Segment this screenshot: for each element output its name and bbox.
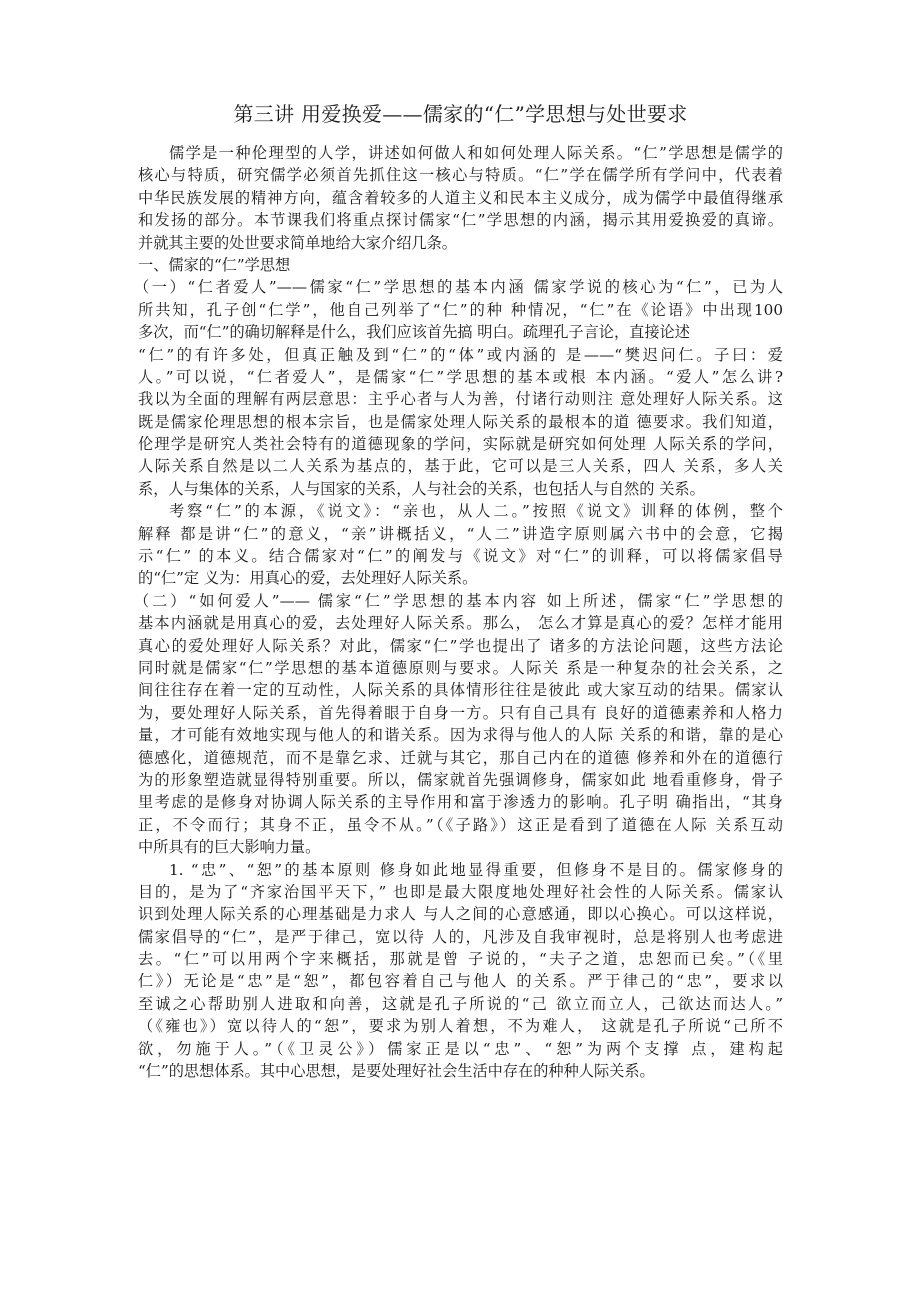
text-line: “仁”的有许多处，但真正触及到“仁”的“体”或内涵的 是——“樊迟问仁。子曰：爱 xyxy=(138,345,783,364)
text-line: 中所具有的巨大影响力量。 xyxy=(138,838,321,857)
text-line: 核心与特质，研究儒学必须首先抓住这一核心与特质。“仁”学在儒学所有学问中，代表着 xyxy=(138,166,783,185)
text-line: 人际关系自然是以二人关系为基点的，基于此，它可以是三人关系，四人 关系，多人关 xyxy=(138,457,783,476)
text-line: 的“仁”定 义为：用真心的爱，去处理好人际关系。 xyxy=(138,569,478,588)
text-line: 仁》）无论是“忠”是“恕”，都包容着自己与他人 的关系。严于律己的“忠”，要求以 xyxy=(138,972,783,991)
text-line: 欲，勿施于人。”（《卫灵公》）儒家正是以“忠”、“恕”为两个支撑 点，建构起 xyxy=(138,1039,783,1058)
text-line: 和发扬的部分。本节课我们将重点探讨儒家“仁”学思想的内涵，揭示其用爱换爱的真谛。 xyxy=(138,211,783,230)
subsection-heading: 1. “忠”、“恕”的基本原则 修身如此地显得重要，但修身不是目的。儒家修身的 xyxy=(169,860,783,879)
text-line: 考察“仁”的本源，《说文》：“亲也，从人二。”按照《说文》训释的体例，整个 xyxy=(169,502,783,521)
text-line: 为的形象塑造就显得特别重要。所以，儒家就首先强调修身，儒家如此 地看重修身，骨子 xyxy=(138,770,783,789)
text-line: 人。”可以说，“仁者爱人”，是儒家“仁”学思想的基本或根 本内涵。“爱人”怎么讲? xyxy=(138,367,783,386)
text-line: 儒家倡导的“仁”，是严于律己，宽以待 人的，凡涉及自我审视时，总是将别人也考虑进 xyxy=(138,927,783,946)
text-line: 同时就是儒家“仁”学思想的基本道德原则与要求。人际关 系是一种复杂的社会关系，之 xyxy=(138,658,783,677)
subsection-heading: （一）“仁者爱人”——儒家“仁”学思想的基本内涵 儒家学说的核心为“仁”，已为人 xyxy=(134,278,783,297)
text-line: 间往往存在着一定的互动性，人际关系的具体情形往往是彼此 或大家互动的结果。儒家认 xyxy=(138,681,783,700)
text-line: 真心的爱处理好人际关系？对此，儒家“仁”学也提出了 诸多的方法论问题，这些方法论 xyxy=(138,636,783,655)
text-line: 基本内涵就是用真心的爱，去处理好人际关系。那么， 怎么才算是真心的爱？怎样才能用 xyxy=(138,614,783,633)
text-line: “仁”的思想体系。其中心思想，是要处理好社会生活中存在的种种人际关系。 xyxy=(138,1062,655,1081)
text-line: 中华民族发展的精神方向，蕴含着较多的人道主义和民本主义成分，成为儒学中最值得继承 xyxy=(138,188,783,207)
text-line: 伦理学是研究人类社会特有的道德现象的学问，实际就是研究如何处理 人际关系的学问， xyxy=(138,435,783,454)
text-line: 多次，而“仁”的确切解释是什么，我们应该首先搞 明白。疏理孔子言论，直接论述 xyxy=(138,323,690,342)
text-line: 德感化，道德规范，而不是靠乞求、迁就与其它，那自己内在的道德 修养和外在的道德行 xyxy=(138,748,783,767)
text-line: 去。“仁”可以用两个字来概括，那就是曾 子说的，“夫子之道，忠恕而已矣。”（《里 xyxy=(138,950,783,969)
text-line: 既是儒家伦理思想的根本宗旨，也是儒家处理人际关系的最根本的道 德要求。我们知道， xyxy=(138,412,783,431)
text-line: 至诚之心帮助别人进取和向善，这就是孔子所说的“己 欲立而立人，己欲达而达人。” xyxy=(138,994,783,1013)
text-line: 系，人与集体的关系，人与国家的关系，人与社会的关系，也包括人与自然的 关系。 xyxy=(138,479,705,498)
text-line: 目的，是为了“齐家治国平天下，” 也即是最大限度地处理好社会性的人际关系。儒家认 xyxy=(138,882,783,901)
text-line: 儒学是一种伦理型的人学，讲述如何做人和如何处理人际关系。“仁”学思想是儒学的 xyxy=(169,144,783,162)
document-title: 第三讲 用爱换爱——儒家的“仁”学思想与处世要求 xyxy=(233,102,688,126)
text-line: 所共知，孔子创“仁学”，他自己列举了“仁”的种 种情况，“仁”在《论语》中出现100 xyxy=(138,300,783,319)
document-page xyxy=(134,100,783,1082)
text-line: 我以为全面的理解有两层意思：主乎心者与人为善，付诸行动则注 意处理好人际关系。这 xyxy=(138,390,783,409)
text-line: 正，不令而行；其身不正，虽令不从。”（《子路》）这正是看到了道德在人际 关系互动 xyxy=(138,815,783,834)
text-line: 示“仁” 的本义。结合儒家对“仁”的阐发与《说文》对“仁”的训释，可以将儒家倡导 xyxy=(138,547,783,566)
subsection-heading: （二）“如何爱人”—— 儒家“仁”学思想的基本内容 如上所述，儒家“仁”学思想的 xyxy=(134,591,783,610)
document-body xyxy=(134,142,783,1082)
text-line: 里考虑的是修身对协调人际关系的主导作用和富于渗透力的影响。孔子明 确指出，“其身 xyxy=(138,793,783,812)
text-line: （《雍也》）宽以待人的“恕”，要求为别人着想，不为难人， 这就是孔子所说“己所不 xyxy=(138,1017,783,1036)
section-heading: 一、儒家的“仁”学思想 xyxy=(138,255,291,274)
text-line: 解释 都是讲“仁”的意义，“亲”讲概括义，“人二”讲造字原则属六书中的会意，它揭 xyxy=(138,524,783,543)
text-line: 并就其主要的处世要求简单地给大家介绍几条。 xyxy=(138,233,457,252)
text-line: 识到处理人际关系的心理基础是力求人 与人之间的心意感通，即以心换心。可以这样说， xyxy=(138,905,783,924)
text-line: 量，才可能有效地实现与他人的和谐关系。因为求得与他人的人际 关系的和谐，靠的是心 xyxy=(138,726,783,745)
text-line: 为，要处理好人际关系，首先得着眼于自身一方。只有自己具有 良好的道德素养和人格力 xyxy=(138,703,783,722)
